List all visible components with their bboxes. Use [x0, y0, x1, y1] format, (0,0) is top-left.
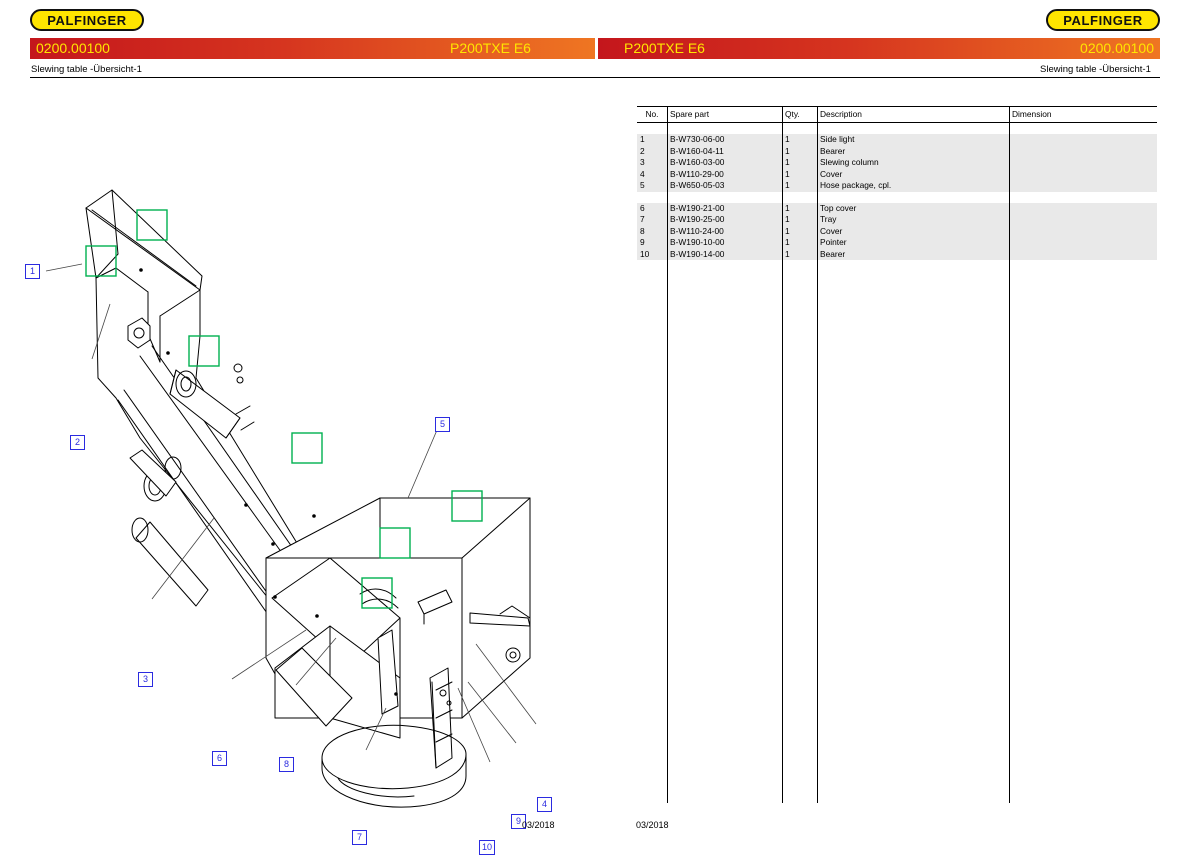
column-header-qty: Qty.	[782, 107, 817, 123]
cell-description: Tray	[817, 214, 1009, 226]
table-header-row	[637, 107, 1157, 123]
column-header-spare-part: Spare part	[667, 107, 782, 123]
callout-2: 2	[70, 435, 85, 450]
column-header-dimension: Dimension	[1009, 107, 1157, 123]
cell-spare-part: B-W110-24-00	[667, 226, 782, 238]
cell-dimension	[1009, 237, 1157, 249]
cell-description: Pointer	[817, 237, 1009, 249]
cell-qty: 1	[782, 134, 817, 146]
cell-dimension	[1009, 249, 1157, 261]
cell-qty: 1	[782, 169, 817, 181]
cell-qty: 1	[782, 157, 817, 169]
callout-3: 3	[138, 672, 153, 687]
cell-description: Cover	[817, 169, 1009, 181]
callout-4: 4	[537, 797, 552, 812]
cell-no: 2	[637, 146, 667, 158]
crane-assembly-illustration	[0, 78, 600, 818]
footer-date-right: 03/2018	[636, 820, 669, 830]
callout-6: 6	[212, 751, 227, 766]
cell-spare-part: B-W190-25-00	[667, 214, 782, 226]
palfinger-logo-left	[30, 9, 144, 31]
cell-spare-part: B-W110-29-00	[667, 169, 782, 181]
cell-spare-part: B-W190-10-00	[667, 237, 782, 249]
cell-spare-part: B-W650-05-03	[667, 180, 782, 192]
table-spacer-row	[637, 192, 1157, 203]
cell-dimension	[1009, 157, 1157, 169]
callout-7: 7	[352, 830, 367, 845]
cell-dimension	[1009, 214, 1157, 226]
cell-no: 6	[637, 203, 667, 215]
model-label-left: P200TXE E6	[450, 40, 531, 56]
callout-10: 10	[479, 840, 495, 855]
table-column-rule-2	[782, 106, 783, 803]
title-bar-left	[30, 38, 595, 59]
cell-qty: 1	[782, 214, 817, 226]
cell-description: Top cover	[817, 203, 1009, 215]
cell-spare-part: B-W190-21-00	[667, 203, 782, 215]
logo-text: PALFINGER	[1063, 12, 1143, 28]
cell-spare-part: B-W160-03-00	[667, 157, 782, 169]
callout-8: 8	[279, 757, 294, 772]
table-row	[637, 237, 1157, 249]
cell-qty: 1	[782, 180, 817, 192]
cell-no: 4	[637, 169, 667, 181]
cell-no: 3	[637, 157, 667, 169]
cell-spare-part: B-W160-04-11	[667, 146, 782, 158]
table-row	[637, 203, 1157, 215]
model-label-right: P200TXE E6	[624, 40, 705, 56]
cell-no: 1	[637, 134, 667, 146]
table-row	[637, 180, 1157, 192]
cell-description: Side light	[817, 134, 1009, 146]
callout-9: 9	[511, 814, 526, 829]
palfinger-logo-right	[1046, 9, 1160, 31]
table-column-rule-1	[667, 106, 668, 803]
table-row	[637, 214, 1157, 226]
logo-text: PALFINGER	[47, 12, 127, 28]
subtitle-left: Slewing table -Übersicht-1	[31, 64, 142, 75]
cell-description: Bearer	[817, 146, 1009, 158]
cell-description: Slewing column	[817, 157, 1009, 169]
cell-no: 7	[637, 214, 667, 226]
table-row	[637, 226, 1157, 238]
table-column-rule-3	[817, 106, 818, 803]
cell-no: 9	[637, 237, 667, 249]
callout-5: 5	[435, 417, 450, 432]
cell-qty: 1	[782, 146, 817, 158]
table-row	[637, 146, 1157, 158]
table-row	[637, 134, 1157, 146]
cell-no: 8	[637, 226, 667, 238]
title-bar-divider	[595, 38, 596, 77]
cell-spare-part: B-W730-06-00	[667, 134, 782, 146]
callout-1: 1	[25, 264, 40, 279]
cell-qty: 1	[782, 237, 817, 249]
subtitle-right: Slewing table -Übersicht-1	[1040, 64, 1151, 75]
table-row	[637, 157, 1157, 169]
cell-dimension	[1009, 226, 1157, 238]
cell-no: 10	[637, 249, 667, 261]
table-row	[637, 249, 1157, 261]
cell-description: Cover	[817, 226, 1009, 238]
column-header-description: Description	[817, 107, 1009, 123]
cell-dimension	[1009, 169, 1157, 181]
title-bar-right	[598, 38, 1160, 59]
drawing-code-left: 0200.00100	[36, 40, 110, 56]
cell-dimension	[1009, 146, 1157, 158]
parts-table	[637, 106, 1157, 260]
cell-spare-part: B-W190-14-00	[667, 249, 782, 261]
cell-dimension	[1009, 203, 1157, 215]
cell-description: Bearer	[817, 249, 1009, 261]
parts-table-wrapper	[637, 106, 1157, 260]
table-spacer-row	[637, 123, 1157, 135]
footer-date-left: 03/2018	[522, 820, 555, 830]
cell-qty: 1	[782, 203, 817, 215]
cell-dimension	[1009, 180, 1157, 192]
cell-qty: 1	[782, 249, 817, 261]
table-column-rule-4	[1009, 106, 1010, 803]
cell-dimension	[1009, 134, 1157, 146]
cell-qty: 1	[782, 226, 817, 238]
drawing-code-right: 0200.00100	[1080, 40, 1154, 56]
table-row	[637, 169, 1157, 181]
cell-description: Hose package, cpl.	[817, 180, 1009, 192]
cell-no: 5	[637, 180, 667, 192]
column-header-no: No.	[637, 107, 667, 123]
